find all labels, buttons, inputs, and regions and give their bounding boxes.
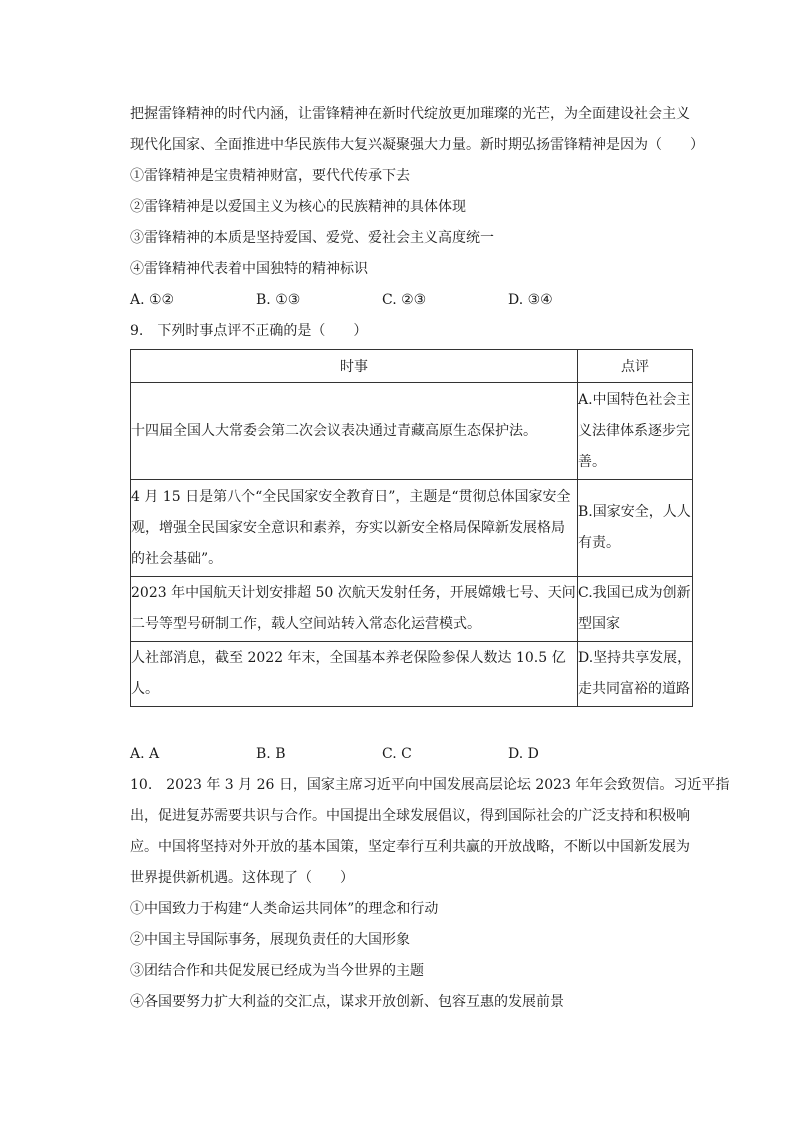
- question-9: [130, 316, 700, 770]
- statement-1: ①雷锋精神是宝贵精神财富，要代代传承下去: [130, 168, 410, 184]
- answer-options: [130, 285, 700, 316]
- question-stem-line: 现代化国家、全面推进中华民族伟大复兴凝聚强大力量。新时期弘扬雷锋精神是因为（ ）: [130, 137, 704, 153]
- comment-cell: B.国家安全，人人有责。: [578, 480, 693, 577]
- question-stem-line: 10. 2023 年 3 月 26 日，国家主席习近平向中国发展高层论坛 2023 年年会致贺信。习近平指: [130, 777, 730, 793]
- exam-page: [130, 99, 730, 1018]
- comment-cell: C.我国已成为创新型国家: [578, 577, 693, 642]
- comment-cell: D.坚持共享发展，走共同富裕的道路: [578, 642, 693, 707]
- option-c[interactable]: C. C: [382, 746, 412, 762]
- question-8: [130, 99, 704, 316]
- statement-4: ④各国要努力扩大利益的交汇点，谋求开放创新、包容互惠的发展前景: [130, 994, 564, 1010]
- comment-cell: A.中国特色社会主义法律体系逐步完善。: [578, 383, 693, 480]
- option-a[interactable]: A. ①②: [130, 292, 175, 308]
- header-event: 时事: [131, 350, 578, 383]
- event-cell: 十四届全国人大常委会第二次会议表决通过青藏高原生态保护法。: [131, 383, 578, 480]
- option-c[interactable]: C. ②③: [382, 292, 427, 308]
- header-comment: 点评: [578, 350, 693, 383]
- question-stem-line: 出，促进复苏需要共识与合作。中国提出全球发展倡议，得到国际社会的广泛支持和积极响: [130, 808, 690, 824]
- table-row: [131, 480, 693, 577]
- event-cell: 4 月 15 日是第八个“全民国家安全教育日”，主题是“贯彻总体国家安全观，增强全民国家安全意识和素养，夯实以新安全格局保障新发展格局的社会基础”。: [131, 480, 578, 577]
- statement-1: ①中国致力于构建“人类命运共同体”的理念和行动: [130, 901, 439, 917]
- statement-3: ③雷锋精神的本质是坚持爱国、爱党、爱社会主义高度统一: [130, 230, 494, 246]
- event-cell: 人社部消息，截至 2022 年末，全国基本养老保险参保人数达 10.5 亿人。: [131, 642, 578, 707]
- option-b[interactable]: B. B: [256, 746, 286, 762]
- events-table: [130, 349, 693, 707]
- question-stem-line: 把握雷锋精神的时代内涵，让雷锋精神在新时代绽放更加璀璨的光芒，为全面建设社会主义: [130, 106, 690, 122]
- option-d[interactable]: D. D: [508, 746, 539, 762]
- statement-3: ③团结合作和共促发展已经成为当今世界的主题: [130, 963, 424, 979]
- statement-4: ④雷锋精神代表着中国独特的精神标识: [130, 261, 368, 277]
- option-d[interactable]: D. ③④: [508, 292, 553, 308]
- table-row: [131, 383, 693, 480]
- answer-options: [130, 739, 700, 770]
- statement-2: ②雷锋精神是以爱国主义为核心的民族精神的具体体现: [130, 199, 466, 215]
- spacer: [130, 707, 700, 739]
- option-a[interactable]: A. A: [130, 746, 160, 762]
- event-cell: 2023 年中国航天计划安排超 50 次航天发射任务，开展嫦娥七号、天问二号等型号研制工作，载人空间站转入常态化运营模式。: [131, 577, 578, 642]
- question-stem-line: 世界提供新机遇。这体现了（ ）: [130, 870, 354, 886]
- option-b[interactable]: B. ①③: [256, 292, 301, 308]
- question-10: [130, 770, 730, 1018]
- table-row: [131, 642, 693, 707]
- question-stem-line: 应。中国将坚持对外开放的基本国策，坚定奉行互利共赢的开放战略，不断以中国新发展为: [130, 839, 690, 855]
- table-row: [131, 577, 693, 642]
- question-stem: 9. 下列时事点评不正确的是（ ）: [130, 323, 368, 339]
- table-header-row: [131, 350, 693, 383]
- statement-2: ②中国主导国际事务，展现负责任的大国形象: [130, 932, 410, 948]
